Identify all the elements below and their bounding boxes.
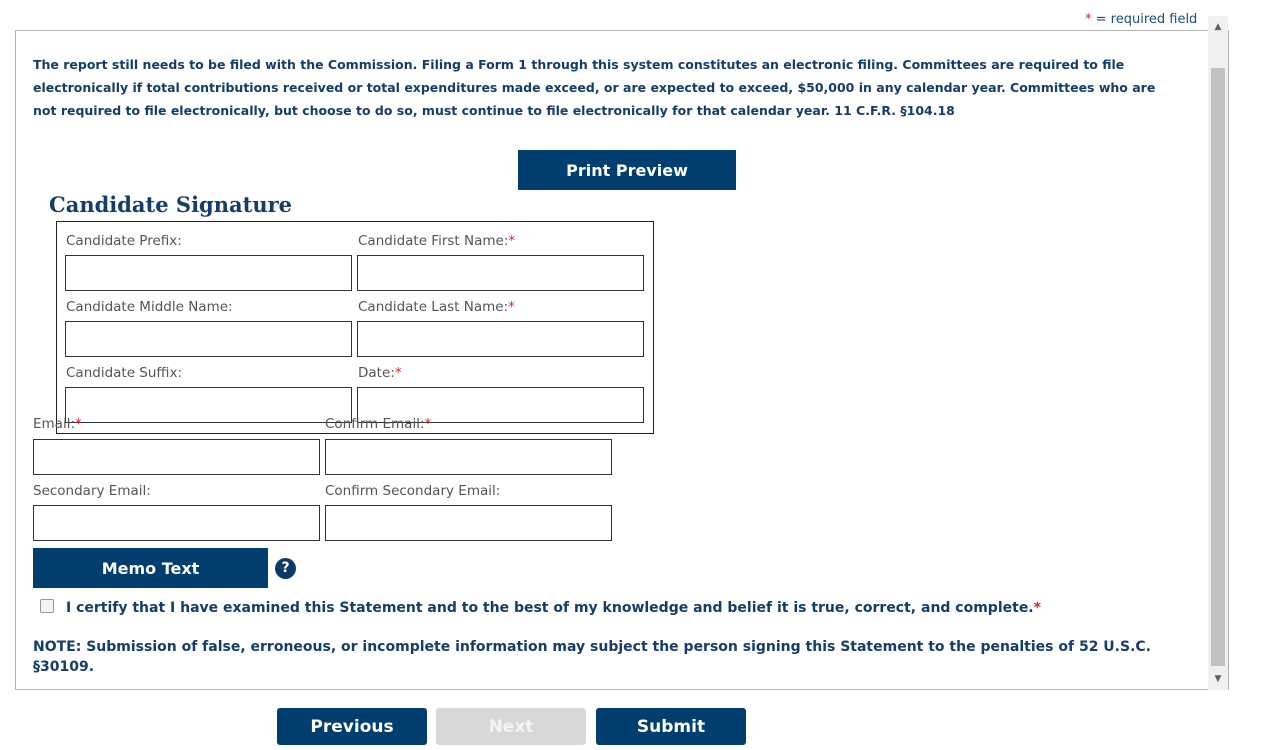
confirm-secondary-email-input[interactable] bbox=[325, 505, 612, 541]
scrollbar-thumb[interactable] bbox=[1211, 68, 1225, 666]
penalty-note: NOTE: Submission of false, erroneous, or incomplete information may subject the person signing this Statement to the penalties of 52 U.S.C. §30109. bbox=[33, 639, 1151, 675]
candidate-signature-box bbox=[56, 221, 654, 434]
submit-button[interactable]: Submit bbox=[596, 708, 746, 745]
filing-info-text: The report still needs to be filed with the Commission. Filing a Form 1 through this system constitutes an electronic filing. Committees are required to file electronically if total contributions received or total expenditures made exceed, or are expected to exceed, $50,000 in any calendar year. Committees who are not required to file electronically, but choose to do so, must continue to file electronically for that calendar year. 11 C.F.R. §104.18 bbox=[33, 57, 1156, 118]
vertical-scrollbar[interactable] bbox=[1208, 16, 1228, 690]
secondary-email-input[interactable] bbox=[33, 505, 320, 541]
confirm-email-label: Confirm Email:* bbox=[325, 416, 432, 432]
certify-statement: I certify that I have examined this Statement and to the best of my knowledge and belief it is true, correct, and complete.* bbox=[66, 600, 1041, 616]
arrow-up-icon[interactable]: ▲ bbox=[1214, 22, 1222, 32]
candidate-middle-name-label: Candidate Middle Name: bbox=[66, 299, 233, 315]
candidate-suffix-input[interactable] bbox=[65, 387, 352, 423]
candidate-prefix-input[interactable] bbox=[65, 255, 352, 291]
print-preview-button[interactable]: Print Preview bbox=[518, 150, 736, 190]
memo-text-button[interactable]: Memo Text bbox=[33, 548, 268, 588]
candidate-middle-name-input[interactable] bbox=[65, 321, 352, 357]
confirm-email-input[interactable] bbox=[325, 439, 612, 475]
candidate-last-name-input[interactable] bbox=[357, 321, 644, 357]
previous-button[interactable]: Previous bbox=[277, 708, 427, 745]
candidate-last-name-label: Candidate Last Name:* bbox=[358, 299, 515, 315]
help-circle-icon[interactable]: ? bbox=[275, 558, 296, 579]
certify-checkbox[interactable] bbox=[40, 599, 54, 613]
arrow-down-icon[interactable]: ▼ bbox=[1214, 674, 1222, 684]
confirm-secondary-email-label: Confirm Secondary Email: bbox=[325, 483, 501, 499]
date-label: Date:* bbox=[358, 365, 402, 381]
candidate-prefix-label: Candidate Prefix: bbox=[66, 233, 182, 249]
email-input[interactable] bbox=[33, 439, 320, 475]
candidate-first-name-input[interactable] bbox=[357, 255, 644, 291]
candidate-signature-heading: Candidate Signature bbox=[49, 192, 293, 217]
form-panel bbox=[15, 30, 1229, 690]
candidate-first-name-label: Candidate First Name:* bbox=[358, 233, 516, 249]
secondary-email-label: Secondary Email: bbox=[33, 483, 151, 499]
next-button: Next bbox=[436, 708, 586, 745]
candidate-suffix-label: Candidate Suffix: bbox=[66, 365, 183, 381]
email-label: Email:* bbox=[33, 416, 82, 432]
required-field-legend: * = required field bbox=[1085, 12, 1215, 28]
